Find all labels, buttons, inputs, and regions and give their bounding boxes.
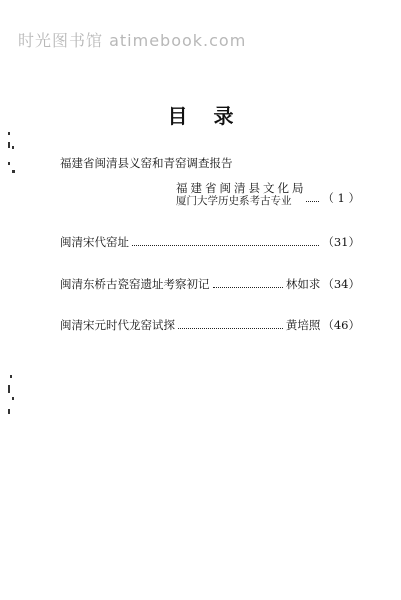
page-title: 目录: [167, 104, 260, 128]
toc-leader: [132, 244, 319, 246]
toc-entry-3-title: 闽清东桥古瓷窑遗址考察初记: [60, 277, 210, 291]
watermark: 时光图书馆 atimebook.com: [18, 31, 247, 50]
toc-entry-4-author: 黄培照: [285, 318, 321, 332]
toc-entry-4-page: （46）: [322, 318, 360, 332]
toc-entry-1-title: 福建省闽清县义窑和青窑调查报告: [60, 156, 233, 170]
toc-entry-2-title: 闽清宋代窑址: [60, 235, 129, 249]
toc-entry-1-page: （ 1 ）: [322, 191, 360, 205]
toc-entry-4: [60, 317, 360, 333]
toc-leader: [178, 327, 283, 329]
toc-entry-3-page: （34）: [322, 277, 360, 291]
toc-leader: [306, 200, 319, 202]
toc-entry-2: [60, 234, 360, 250]
toc-leader: [213, 286, 283, 288]
toc-entry-1-author-1: 福建省闽清县文化局: [176, 181, 307, 195]
toc-entry-4-title: 闽清宋元时代龙窑试探: [60, 318, 175, 332]
toc-entry-2-page: （31）: [322, 235, 360, 249]
toc-entry-1-author-2: 厦门大学历史系考古专业: [176, 195, 292, 207]
toc-entry-1-page-line: [306, 190, 360, 206]
toc-entry-3: [60, 276, 360, 292]
toc-entry-3-author: 林如求: [285, 277, 321, 291]
